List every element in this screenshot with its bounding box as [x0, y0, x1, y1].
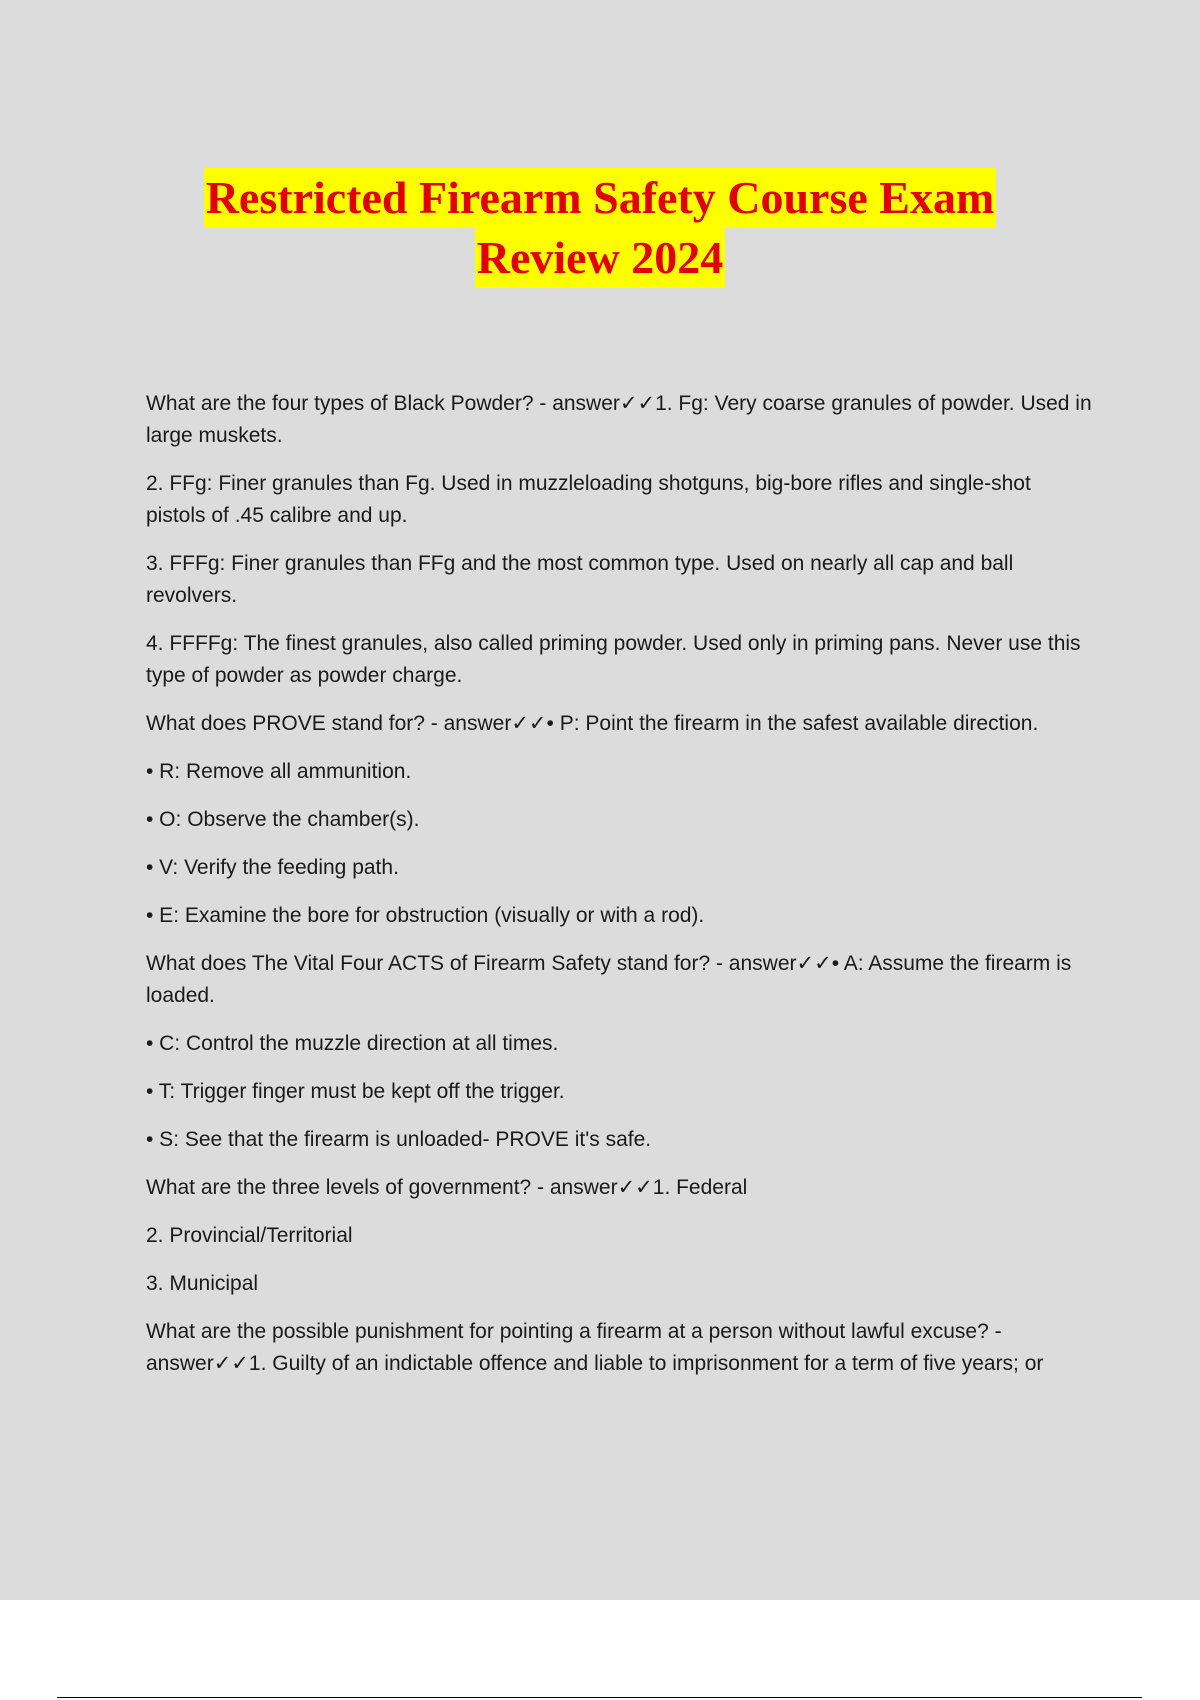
paragraph: • C: Control the muzzle direction at all times. [146, 1032, 559, 1055]
paragraph: • E: Examine the bore for obstruction (visually or with a rod). [146, 904, 705, 927]
paragraph: What are the three levels of government? - answer✓✓1. Federal [146, 1176, 748, 1199]
paragraph: • R: Remove all ammunition. [146, 760, 412, 783]
paragraph: • S: See that the firearm is unloaded- PROVE it's safe. [146, 1128, 652, 1151]
paragraph: • T: Trigger finger must be kept off the trigger. [146, 1080, 565, 1103]
paragraph: 2. Provincial/Territorial [146, 1224, 353, 1247]
paragraph: What does PROVE stand for? - answer✓✓• P: Point the firearm in the safest available direction. [146, 712, 1039, 735]
title-line-2: Review 2024 [475, 228, 726, 288]
document-body [146, 388, 1096, 1396]
paragraph: 3. Municipal [146, 1272, 259, 1295]
paragraph: What are the possible punishment for pointing a firearm at a person without lawful excuse? - answer✓✓1. Guilty of an indictable offence and liable to imprisonment for a term of five years; or [146, 1320, 1044, 1375]
paragraph: 2. FFg: Finer granules than Fg. Used in muzzleloading shotguns, big-bore rifles and single-shot pistols of .45 calibre and up. [146, 472, 1031, 527]
paragraph: • O: Observe the chamber(s). [146, 808, 420, 831]
title-line-1: Restricted Firearm Safety Course Exam [204, 168, 997, 228]
paragraph: • V: Verify the feeding path. [146, 856, 399, 879]
paragraph: 3. FFFg: Finer granules than FFg and the most common type. Used on nearly all cap and ball revolvers. [146, 552, 1014, 607]
document-title [0, 168, 1200, 288]
paragraph: What are the four types of Black Powder? - answer✓✓1. Fg: Very coarse granules of powder. Used in large muskets. [146, 392, 1092, 447]
footer-divider [57, 1697, 1142, 1698]
paragraph: 4. FFFFg: The finest granules, also called priming powder. Used only in priming pans. Never use this type of powder as powder charge. [146, 632, 1081, 687]
paragraph: What does The Vital Four ACTS of Firearm Safety stand for? - answer✓✓• A: Assume the firearm is loaded. [146, 952, 1072, 1007]
